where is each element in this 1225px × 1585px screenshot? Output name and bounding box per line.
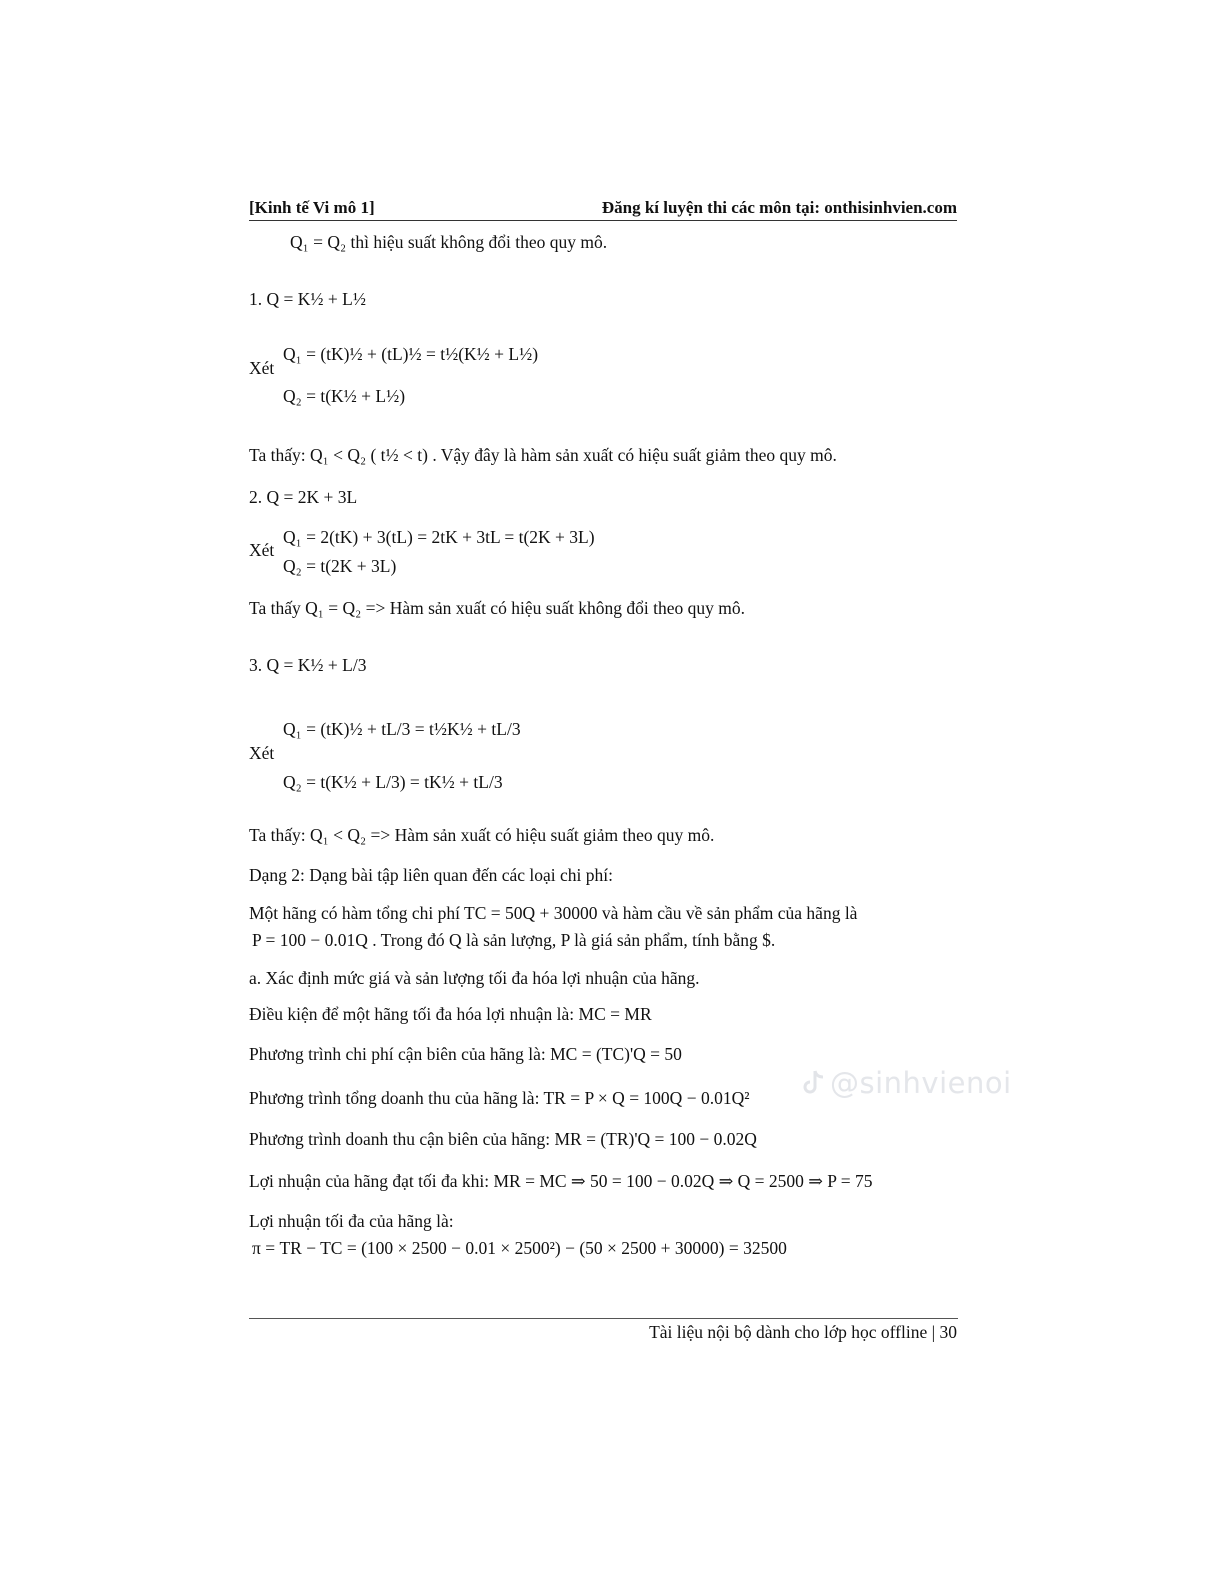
xet-label-3: Xét: [249, 743, 275, 763]
max-profit-formula: π = TR − TC = (100 × 2500 − 0.01 × 2500²) − (50 × 2500 + 30000) = 32500: [252, 1238, 787, 1258]
item-3-function: 3. Q = K½ + L/3: [249, 655, 367, 675]
xet-label-2: Xét: [249, 540, 275, 560]
item-3-q2: Q₂ = t(K½ + L/3) = tK½ + tL/3: [283, 772, 503, 792]
footer-rule: [249, 1318, 958, 1319]
line-constant-returns: Q₁ = Q₂ thì hiệu suất không đổi theo quy mô.: [290, 232, 608, 252]
watermark: [802, 1066, 1012, 1100]
problem-line-2: P = 100 − 0.01Q . Trong đó Q là sản lượng, P là giá sản phẩm, tính bằng $.: [252, 930, 776, 950]
question-a: a. Xác định mức giá và sản lượng tối đa hóa lợi nhuận của hãng.: [249, 968, 700, 988]
item-1-conclusion: Ta thấy: Q₁ < Q₂ ( t½ < t) . Vậy đây là hàm sản xuất có hiệu suất giảm theo quy mô.: [249, 445, 837, 465]
header-left: [Kinh tế Vi mô 1]: [249, 198, 375, 217]
item-2-q2: Q₂ = t(2K + 3L): [283, 556, 397, 576]
item-3-q1: Q₁ = (tK)½ + tL/3 = t½K½ + tL/3: [283, 719, 521, 739]
item-3-conclusion: Ta thấy: Q₁ < Q₂ => Hàm sản xuất có hiệu suất giảm theo quy mô.: [249, 825, 715, 845]
xet-label-1: Xét: [249, 358, 275, 378]
item-1-q2: Q₂ = t(K½ + L½): [283, 386, 406, 406]
profit-max-condition: Điều kiện để một hãng tối đa hóa lợi nhuận là: MC = MR: [249, 1004, 652, 1024]
marginal-cost-line: Phương trình chi phí cận biên của hãng là: MC = (TC)'Q = 50: [249, 1044, 682, 1064]
problem-line-1: Một hãng có hàm tổng chi phí TC = 50Q + 30000 và hàm cầu về sản phẩm của hãng là: [249, 903, 858, 923]
item-1-function: 1. Q = K½ + L½: [249, 289, 366, 309]
tiktok-icon: [802, 1069, 826, 1097]
item-2-q1: Q₁ = 2(tK) + 3(tL) = 2tK + 3tL = t(2K + 3L): [283, 527, 595, 547]
total-revenue-line: Phương trình tổng doanh thu của hãng là: TR = P × Q = 100Q − 0.01Q²: [249, 1088, 750, 1108]
header-right: Đăng kí luyện thi các môn tại: onthisinhvien.com: [601, 198, 957, 217]
page-footer: Tài liệu nội bộ dành cho lớp học offline | 30: [649, 1322, 957, 1342]
watermark-text: @sinhvienoi: [830, 1066, 1012, 1100]
marginal-revenue-line: Phương trình doanh thu cận biên của hãng: MR = (TR)'Q = 100 − 0.02Q: [249, 1129, 757, 1149]
item-2-conclusion: Ta thấy Q₁ = Q₂ => Hàm sản xuất có hiệu suất không đổi theo quy mô.: [249, 598, 745, 618]
item-2-function: 2. Q = 2K + 3L: [249, 487, 358, 507]
profit-solution-line: Lợi nhuận của hãng đạt tối đa khi: MR = MC ⇒ 50 = 100 − 0.02Q ⇒ Q = 2500 ⇒ P = 75: [249, 1171, 873, 1191]
item-1-q1: Q₁ = (tK)½ + (tL)½ = t½(K½ + L½): [283, 344, 539, 364]
section-dang-2: Dạng 2: Dạng bài tập liên quan đến các loại chi phí:: [249, 865, 613, 885]
page-header: [249, 198, 957, 221]
max-profit-label: Lợi nhuận tối đa của hãng là:: [249, 1211, 454, 1231]
